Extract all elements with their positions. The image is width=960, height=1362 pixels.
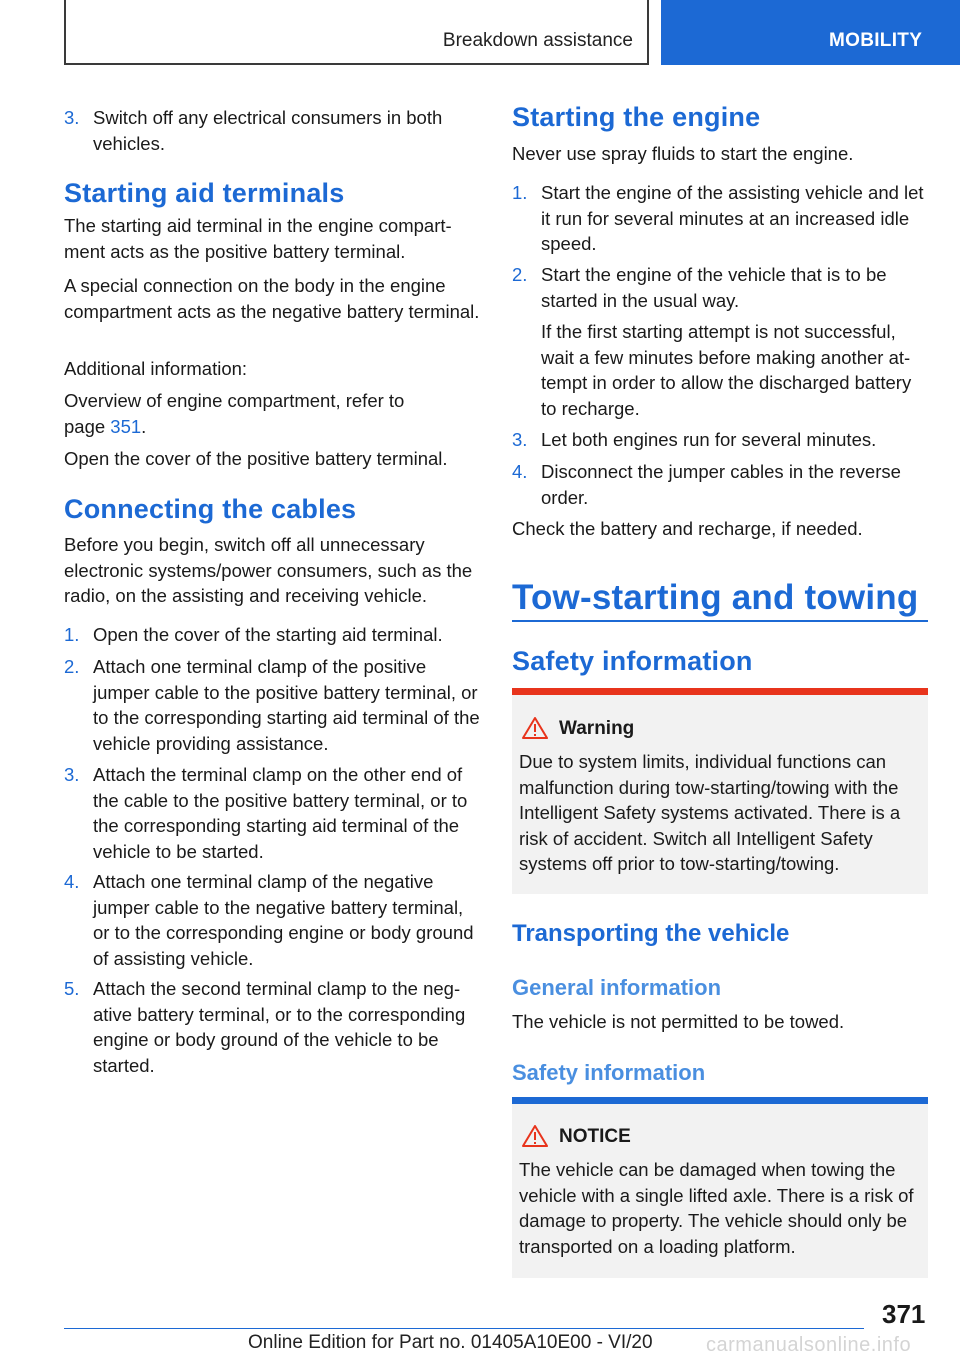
list-item xyxy=(512,262,928,313)
warning-icon xyxy=(522,716,548,740)
heading-transporting-vehicle: Transporting the vehicle xyxy=(512,920,790,947)
list-item xyxy=(64,654,480,756)
list-item xyxy=(512,180,928,257)
heading-starting-engine: Starting the engine xyxy=(512,102,761,132)
list-item xyxy=(512,459,928,510)
chapter-title: MOBILITY xyxy=(829,30,923,51)
header-section-box xyxy=(64,0,649,65)
list-number: 1. xyxy=(512,182,528,203)
list-item xyxy=(64,869,480,971)
warning-text: Due to system limits, individual functions can malfunction during tow-starting/towing with the Intelligent Safety systems activated. There is a risk of accident. Switch all Intelligent Safety systems off prior to tow-starting/towing. xyxy=(519,751,901,874)
list-text: Attach one terminal clamp of the negative jumper cable to the negative battery terminal, or to the corresponding engine or body ground of assisting vehicle. xyxy=(93,871,474,969)
paragraph: The starting aid terminal in the engine compartment acts as the positive battery terminal. xyxy=(64,215,452,262)
list-number: 3. xyxy=(512,429,528,450)
warning-triangle-icon xyxy=(522,1124,548,1148)
paragraph: Open the cover of the positive battery terminal. xyxy=(64,448,448,469)
heading-rule xyxy=(512,620,928,622)
list-number: 4. xyxy=(512,461,528,482)
footer-rule xyxy=(64,1328,864,1329)
list-text: Attach one terminal clamp of the positive jumper cable to the positive battery terminal, or to the corresponding starting aid terminal of the vehicle providing assistance. xyxy=(93,656,480,754)
heading-safety-information-2: Safety information xyxy=(512,1060,706,1085)
warning-bar xyxy=(512,688,928,695)
heading-starting-aid-terminals: Starting aid terminals xyxy=(64,178,345,208)
page-link[interactable]: 351 xyxy=(110,415,142,437)
paragraph: The vehicle is not permitted to be towed. xyxy=(512,1011,845,1032)
paragraph: A special connection on the body in the engine compartment acts as the negative battery terminal. xyxy=(64,275,480,322)
list-text: Attach the terminal clamp on the other end of the cable to the positive battery terminal, or to the corresponding starting aid terminal of the vehicle to be started. xyxy=(93,764,468,862)
notice-bar xyxy=(512,1097,928,1104)
chapter-tab xyxy=(661,0,960,65)
reference-text: Overview of engine compartment, refer to page xyxy=(64,390,405,437)
page-number: 371 xyxy=(882,1299,926,1329)
list-number: 4. xyxy=(64,871,80,892)
list-number: 3. xyxy=(64,764,80,785)
heading-tow-starting-towing: Tow-starting and towing xyxy=(512,578,919,617)
paragraph: Before you begin, switch off all unnecessary electronic systems/power consumers, such as the radio, on the assisting and receiving vehicle. xyxy=(64,534,473,606)
paragraph: Never use spray fluids to start the engine. xyxy=(512,143,854,164)
paragraph: Additional information: xyxy=(64,358,248,379)
list-text: Attach the second terminal clamp to the negative battery terminal, or to the corresponding engine or body ground of the vehicle to be started. xyxy=(93,978,466,1076)
watermark: carmanualsonline.info xyxy=(706,1334,912,1356)
list-text: Switch off any electrical consumers in both vehicles. xyxy=(93,107,443,154)
notice-box xyxy=(512,1097,928,1278)
list-text: If the first starting attempt is not successful, wait a few minutes before making another attempt in order to allow the discharged battery to recharge. xyxy=(541,321,912,419)
paragraph: Check the battery and recharge, if needed. xyxy=(512,518,863,539)
heading-connecting-cables: Connecting the cables xyxy=(64,494,357,524)
list-number: 2. xyxy=(64,656,80,677)
list-text: Disconnect the jumper cables in the reverse order. xyxy=(541,461,901,508)
heading-safety-information: Safety information xyxy=(512,646,753,676)
warning-box xyxy=(512,688,928,894)
list-item xyxy=(64,105,480,156)
list-number: 1. xyxy=(64,624,80,645)
list-item xyxy=(512,427,928,453)
warning-title: Warning xyxy=(559,718,635,739)
list-item xyxy=(64,976,480,1078)
footer-edition: Online Edition for Part no. 01405A10E00 - VI/20 xyxy=(248,1332,653,1353)
list-text: Start the engine of the assisting vehicle and let it run for several minutes at an increased idle speed. xyxy=(541,182,924,254)
list-number: 5. xyxy=(64,978,80,999)
list-text: Start the engine of the vehicle that is to be started in the usual way. xyxy=(541,264,887,311)
list-item-continuation xyxy=(512,319,928,421)
list-text: Open the cover of the starting aid terminal. xyxy=(93,624,443,645)
list-number: 2. xyxy=(512,264,528,285)
reference-end: . xyxy=(141,415,147,437)
list-text: Let both engines run for several minutes. xyxy=(541,429,877,450)
notice-title: NOTICE xyxy=(559,1126,631,1147)
notice-text: The vehicle can be damaged when towing the vehicle with a single lifted axle. There is a risk of damage to property. The vehicle should only be transported on a loading platform. xyxy=(519,1159,914,1257)
heading-general-information: General information xyxy=(512,975,722,1000)
list-item xyxy=(64,762,480,864)
section-title: Breakdown assistance xyxy=(442,30,633,51)
paragraph-page-reference xyxy=(64,388,444,439)
list-item xyxy=(64,622,480,648)
list-number: 3. xyxy=(64,107,80,128)
